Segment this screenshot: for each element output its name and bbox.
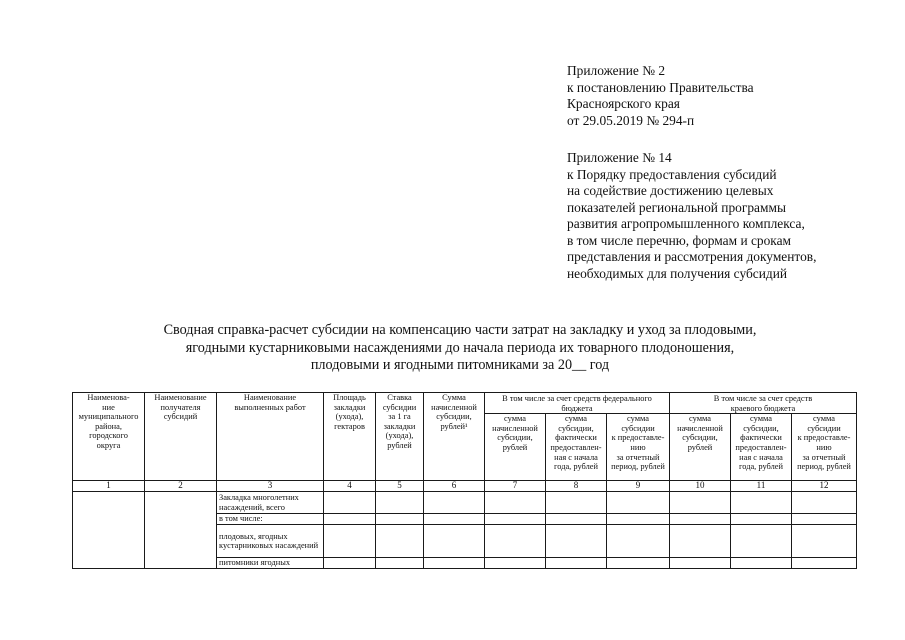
table-cell bbox=[376, 492, 424, 514]
header-area: Площадь закладки (ухода), гектаров bbox=[324, 393, 376, 481]
cell-municipality-empty bbox=[73, 492, 145, 569]
table-cell bbox=[424, 514, 485, 525]
table-cell bbox=[485, 558, 546, 569]
row-label-nurseries: питомники ягодных bbox=[217, 558, 324, 569]
annex-main-block bbox=[567, 63, 754, 129]
table-cell bbox=[376, 558, 424, 569]
table-cell bbox=[324, 514, 376, 525]
table-cell bbox=[792, 525, 857, 558]
table-cell bbox=[324, 558, 376, 569]
table-cell bbox=[324, 492, 376, 514]
cell-recipient-empty bbox=[145, 492, 217, 569]
table-cell bbox=[792, 514, 857, 525]
column-number-row bbox=[73, 481, 857, 492]
header-reg-accrued: сумма начисленной субсидии, рублей bbox=[670, 414, 731, 481]
table-cell bbox=[731, 514, 792, 525]
header-reg-actual: сумма субсидии, фактически предоставлен- ная с начала года, рублей bbox=[731, 414, 792, 481]
table-cell bbox=[376, 514, 424, 525]
header-sum: Сумма начисленной субсидии, рублей¹ bbox=[424, 393, 485, 481]
column-number: 11 bbox=[731, 481, 792, 492]
column-number: 5 bbox=[376, 481, 424, 492]
table-cell bbox=[670, 558, 731, 569]
table-cell bbox=[324, 525, 376, 558]
table-cell bbox=[792, 492, 857, 514]
table-cell bbox=[731, 525, 792, 558]
column-number: 2 bbox=[145, 481, 217, 492]
row-label-including: в том числе: bbox=[217, 514, 324, 525]
annex-sub-block bbox=[567, 150, 816, 282]
header-municipality: Наименова- ние муниципального района, городского округа bbox=[73, 393, 145, 481]
table-cell bbox=[546, 525, 607, 558]
annex-sub-line: Приложение № 14 bbox=[567, 150, 672, 165]
header-fed-accrued: сумма начисленной субсидии, рублей bbox=[485, 414, 546, 481]
column-number: 12 bbox=[792, 481, 857, 492]
annex-sub-line: к Порядку предоставления субсидий bbox=[567, 166, 777, 182]
column-number: 7 bbox=[485, 481, 546, 492]
annex-sub-line: развития агропромышленного комплекса, bbox=[567, 216, 805, 231]
header-fed-period: сумма субсидии к предоставле- нию за отчетный период, рублей bbox=[607, 414, 670, 481]
table-cell bbox=[670, 492, 731, 514]
column-number: 8 bbox=[546, 481, 607, 492]
table-cell bbox=[485, 492, 546, 514]
column-number: 10 bbox=[670, 481, 731, 492]
annex-main-line: от 29.05.2019 № 294-п bbox=[567, 112, 695, 128]
table-cell bbox=[424, 492, 485, 514]
annex-main-line: Приложение № 2 bbox=[567, 63, 666, 78]
column-number: 9 bbox=[607, 481, 670, 492]
annex-sub-line: в том числе перечню, формам и срокам bbox=[567, 232, 792, 248]
table-cell bbox=[376, 525, 424, 558]
header-row-top bbox=[73, 393, 857, 414]
table-cell bbox=[670, 514, 731, 525]
table-cell bbox=[424, 558, 485, 569]
column-number: 1 bbox=[73, 481, 145, 492]
table-cell bbox=[607, 525, 670, 558]
table-cell bbox=[485, 525, 546, 558]
annex-main-line: Красноярского края bbox=[567, 96, 680, 111]
table-cell bbox=[546, 492, 607, 514]
title-line: плодовыми и ягодными питомниками за 20__ год bbox=[310, 357, 610, 373]
title-line: Сводная справка-расчет субсидии на компенсацию части затрат на закладку и уход за плодовыми, bbox=[163, 322, 757, 338]
annex-sub-line: необходимых для получения субсидий bbox=[567, 265, 788, 281]
table-cell bbox=[607, 492, 670, 514]
header-rate: Ставка субсидии за 1 га закладки (ухода), рублей bbox=[376, 393, 424, 481]
column-number: 4 bbox=[324, 481, 376, 492]
table-cell bbox=[792, 558, 857, 569]
header-works: Наименование выполненных работ bbox=[217, 393, 324, 481]
subsidy-table bbox=[72, 392, 857, 569]
annex-main-line: к постановлению Правительства bbox=[567, 79, 754, 95]
table-cell bbox=[546, 558, 607, 569]
header-regional-group: В том числе за счет средств краевого бюджета bbox=[670, 393, 857, 414]
column-number: 6 bbox=[424, 481, 485, 492]
table-cell bbox=[731, 558, 792, 569]
annex-sub-line: показателей региональной программы bbox=[567, 199, 786, 215]
table-cell bbox=[731, 492, 792, 514]
header-federal-group: В том числе за счет средств федерального бюджета bbox=[485, 393, 670, 414]
column-number: 3 bbox=[217, 481, 324, 492]
row-label-planting-total: Закладка многолетних насаждений, всего bbox=[217, 492, 324, 514]
header-fed-actual: сумма субсидии, фактически предоставлен- ная с начала года, рублей bbox=[546, 414, 607, 481]
table-row bbox=[73, 492, 857, 514]
annex-sub-line: на содействие достижению целевых bbox=[567, 183, 774, 198]
table-cell bbox=[670, 525, 731, 558]
document-title bbox=[140, 322, 780, 375]
header-reg-period: сумма субсидии к предоставле- нию за отчетный период, рублей bbox=[792, 414, 857, 481]
table-cell bbox=[485, 514, 546, 525]
table-cell bbox=[607, 514, 670, 525]
row-label-fruit-berry: плодовых, ягодных кустарниковых насаждений bbox=[217, 525, 324, 558]
title-line: ягодными кустарниковыми насаждениями до начала периода их товарного плодоношения, bbox=[185, 339, 735, 356]
table-cell bbox=[607, 558, 670, 569]
table-cell bbox=[424, 525, 485, 558]
header-recipient: Наименование получателя субсидий bbox=[145, 393, 217, 481]
annex-sub-line: представления и рассмотрения документов, bbox=[567, 249, 817, 264]
table-cell bbox=[546, 514, 607, 525]
